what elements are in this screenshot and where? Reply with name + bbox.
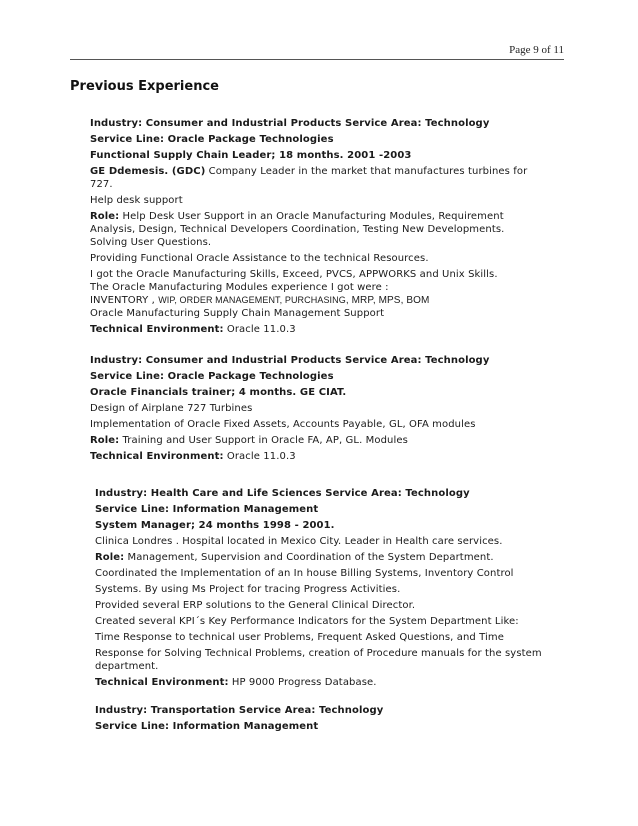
role-text: Management, Supervision and Coordination of the System Department. [124, 552, 494, 563]
tech-env-line [95, 676, 565, 689]
modules-inventory: INVENTORY , [90, 295, 159, 306]
job-entry-1 [90, 117, 560, 339]
kpi-line: Created several KPI´s Key Performance Indicators for the System Department Like: [95, 616, 519, 627]
tech-env-value: HP 9000 Progress Database. [228, 677, 377, 688]
time-line: Time Response to technical user Problems, Frequent Asked Questions, and Time [95, 632, 504, 643]
implementation-line: Implementation of Oracle Fixed Assets, Accounts Payable, GL, OFA modules [90, 419, 476, 430]
time-line-3: department. [95, 661, 159, 672]
tech-env-label: Technical Environment: [90, 451, 224, 462]
role-line-2: Analysis, Design, Technical Developers Coordination, Testing New Developments. [90, 224, 505, 235]
service-line: Service Line: Oracle Package Technologies [90, 134, 334, 145]
time-line-2: Response for Solving Technical Problems, creation of Procedure manuals for the system [95, 648, 542, 659]
role-label: Role: [95, 552, 125, 563]
service-line: Service Line: Oracle Package Technologies [90, 371, 334, 382]
clinic-line: Clinica Londres . Hospital located in Mexico City. Leader in Health care services. [95, 536, 503, 547]
industry-line: Industry: Health Care and Life Sciences Service Area: Technology [95, 488, 470, 499]
modules-intro: The Oracle Manufacturing Modules experience I got were : [90, 282, 389, 293]
industry-line: Industry: Consumer and Industrial Products Service Area: Technology [90, 118, 490, 129]
role-line [90, 434, 560, 447]
role-line [90, 210, 560, 223]
coord-line: Coordinated the Implementation of an In house Billing Systems, Inventory Control [95, 568, 514, 579]
tech-env-value: Oracle 11.0.3 [223, 324, 296, 335]
design-line: Design of Airplane 727 Turbines [90, 403, 253, 414]
role-line-3: Solving User Questions. [90, 237, 212, 248]
header-rule [70, 59, 564, 60]
company-line [90, 165, 560, 178]
tech-env-line [90, 450, 560, 463]
skills-line: I got the Oracle Manufacturing Skills, Exceed, PVCS, APPWORKS and Unix Skills. [90, 269, 498, 280]
service-line: Service Line: Information Management [95, 721, 319, 732]
role-text: Help Desk User Support in an Oracle Manufacturing Modules, Requirement [119, 211, 504, 222]
position-line: Oracle Financials trainer; 4 months. GE CIAT. [90, 387, 347, 398]
modules-rest: , MRP, MPS, BOM [345, 295, 430, 306]
position-line: System Manager; 24 months 1998 - 2001. [95, 520, 335, 531]
tech-env-value: Oracle 11.0.3 [223, 451, 296, 462]
modules-list [90, 294, 560, 307]
role-label: Role: [90, 211, 120, 222]
coord-line-2: Systems. By using Ms Project for tracing Progress Activities. [95, 584, 401, 595]
position-line: Functional Supply Chain Leader; 18 months. 2001 -2003 [90, 150, 412, 161]
section-title: Previous Experience [70, 79, 219, 94]
functional-line: Providing Functional Oracle Assistance to the technical Resources. [90, 253, 429, 264]
page-number: Page 9 of 11 [509, 44, 564, 56]
job-entry-2 [90, 354, 560, 466]
tech-env-label: Technical Environment: [95, 677, 229, 688]
modules-small: WIP, ORDER MANAGEMENT, PURCHASING [158, 295, 346, 305]
company-desc-cont: 727. [90, 179, 113, 190]
industry-line: Industry: Transportation Service Area: Technology [95, 705, 384, 716]
modules-last: Oracle Manufacturing Supply Chain Management Support [90, 308, 385, 319]
tech-env-label: Technical Environment: [90, 324, 224, 335]
tech-env-line [90, 323, 560, 336]
industry-line: Industry: Consumer and Industrial Products Service Area: Technology [90, 355, 490, 366]
role-text: Training and User Support in Oracle FA, AP, GL. Modules [119, 435, 408, 446]
company-desc: Company Leader in the market that manufactures turbines for [205, 166, 528, 177]
job-entry-4 [95, 704, 565, 736]
role-line [95, 551, 565, 564]
service-line: Service Line: Information Management [95, 504, 319, 515]
company-name: GE Ddemesis. (GDC) [90, 166, 206, 177]
erp-line: Provided several ERP solutions to the General Clinical Director. [95, 600, 416, 611]
role-label: Role: [90, 435, 120, 446]
help-desk-line: Help desk support [90, 195, 183, 206]
job-entry-3 [95, 487, 565, 692]
